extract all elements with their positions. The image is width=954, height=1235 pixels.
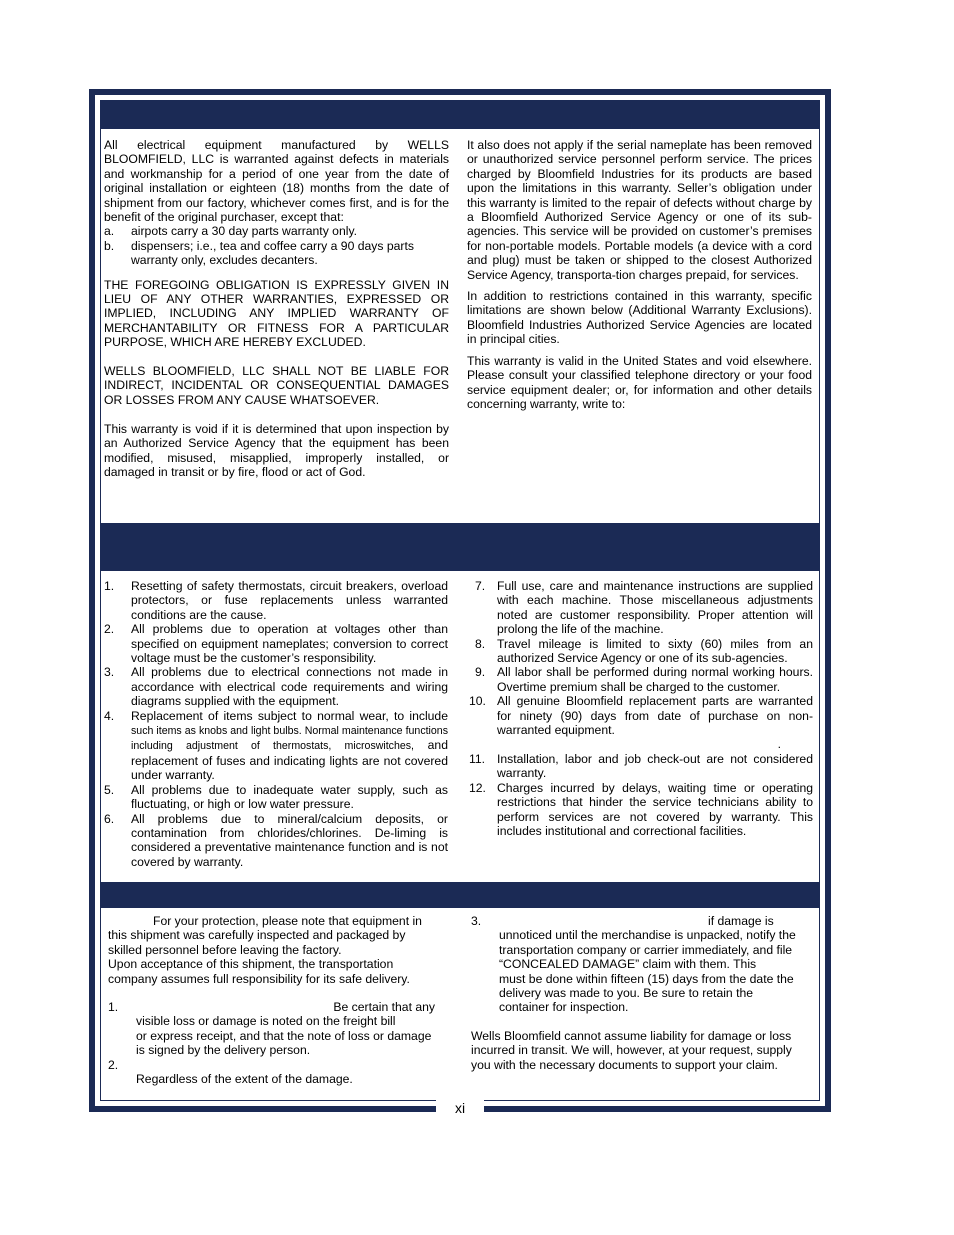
exclusions-list-left — [104, 579, 448, 869]
list-item: 7. Full use, care and maintenance instructions are supplied with each machine. Those miscellaneous adjustments noted are customer responsibility. Proper attention will prolong the life of the machine. — [475, 579, 813, 637]
shipping-right-column — [471, 914, 811, 1072]
list-item: 11. Installation, labor and job check-out are not considered warranty. — [469, 751, 813, 781]
warranty-liability: WELLS BLOOMFIELD, LLC SHALL NOT BE LIABLE FOR INDIRECT, INCIDENTAL OR CONSEQUENTIAL DAMAGES OR LOSSES FROM ANY CAUSE WHATSOEVER. — [104, 363, 449, 407]
shipping-left-column — [108, 914, 438, 1086]
shipping-intro-line: For your protection, please note that equipment in — [153, 914, 422, 928]
warranty-nameplate-clause: It also does not apply if the serial nameplate has been removed or unauthorized service personnel perform service. The prices charged by Bloomfield Industries for its products are based upon the limitations in this warranty. Seller’s obligation under this warranty is limited to the repair of defects without charge by a Bloomfield Authorized Service Agency or one of its sub-agencies. This service will be provided on customer’s premises for non-portable models. Portable models (a device with a cord and plug) must be taken or shipped to the closest Authorized Service Agency, transporta-tion charges prepaid, for services. — [467, 138, 812, 282]
shipping-header-bar — [100, 882, 819, 908]
warranty-exceptions-list — [104, 224, 449, 267]
shipping-item-2: 2. Regardless of the extent of the damage. — [108, 1057, 353, 1087]
shipping-item-1: 1. Be certain that any visible loss or damage is noted on the freight bill or express receipt, and that the note of loss or damage is signed by the delivery person. — [108, 1000, 435, 1058]
warranty-restrictions: In addition to restrictions contained in this warranty, specific limitations are shown below (Additional Warranty Exclusions). Bloomfield Industries Authorized Service Agencies are located in principal cities. — [467, 289, 812, 347]
shipping-closing-line: Wells Bloomfield cannot assume liability for damage or loss — [471, 1028, 792, 1043]
list-item: 3. All problems due to electrical connections not made in accordance with electrical code requirements and wiring diagrams supplied with the equipment. — [104, 665, 448, 709]
exclusions-header-bar — [100, 523, 819, 571]
exclusions-left-column — [104, 579, 448, 869]
shipping-closing-line: incurred in transit. We will, however, at your request, supply — [471, 1043, 792, 1058]
warranty-void-clause: This warranty is void if it is determined that upon inspection by an Authorized Service Agency that the equipment has been modified, misused, misapplied, improperly installed, or damaged in transit or by fire, flood or act of God. — [104, 421, 449, 480]
exclusions-list-right — [469, 579, 813, 838]
list-item: 6. All problems due to mineral/calcium deposits, or contamination from chlorides/chlorines. De-liming is considered a preventative maintenance function and is not covered by warranty. — [104, 811, 448, 869]
list-item: 12. Charges incurred by delays, waiting time or operating restrictions that hinder the service technicians ability to perform services are not covered by warranty. This includes institutional and correctional facilities. — [469, 780, 813, 838]
warranty-intro: All electrical equipment manufactured by WELLS BLOOMFIELD, LLC is warranted against defects in materials and workmanship for a period of one year from the date of original installation or eighteen (18) months from the date of shipment from our factory, whichever comes first, and is for the benefit of the original purchaser, except that: — [104, 138, 449, 225]
list-item: 8. Travel mileage is limited to sixty (60) miles from an authorized Service Agency or one of its sub-agencies. — [475, 636, 813, 666]
list-item: 4. Replacement of items subject to normal wear, to include such items as knobs and light bulbs. Normal maintenance functions including adjustment of thermostats, microswitches, and replacement of fuses and indicating lights are not covered under warranty. — [104, 708, 448, 783]
warranty-validity: This warranty is valid in the United States and void elsewhere. Please consult your classified telephone directory or your food service equipment dealer; or, for information and other details concerning warranty, write to: — [467, 353, 812, 411]
warranty-header-bar — [100, 101, 819, 129]
page-number: xi — [454, 1100, 466, 1116]
shipping-intro-line: skilled personnel before leaving the factory. — [108, 942, 342, 957]
list-item: 9. All labor shall be performed during normal working hours. Overtime premium shall be charged to the customer. — [475, 665, 813, 694]
list-item: 10. All genuine Bloomfield replacement parts are warranted for ninety (90) days from date of purchase on non-warranted equipment. . — [469, 694, 813, 752]
shipping-intro-line: this shipment was carefully inspected and packaged by — [108, 928, 406, 943]
warranty-obligation: THE FOREGOING OBLIGATION IS EXPRESSLY GIVEN IN LIEU OF ANY OTHER WARRANTIES, EXPRESSED OR IMPLIED, INCLUDING ANY IMPLIED WARRANTY OF MERCHANTABILITY OR FITNESS FOR A PARTICULAR PURPOSE, WHICH ARE HEREBY EXCLUDED. — [104, 277, 449, 350]
shipping-intro-line: company assumes full responsibility for its safe delivery. — [108, 971, 410, 986]
list-item: 2. All problems due to operation at voltages other than specified on equipment nameplates; conversion to correct voltage must be the customer’s responsibility. — [104, 622, 448, 666]
shipping-item-3: 3. if damage is unnoticed until the merchandise is unpacked, notify the transportation company or carrier immediately, and file “CONCEALED DAMAGE” claim with them. This must be done within fifteen (15) days from the date the delivery was made to you. Be sure to retain the container for inspection. — [471, 914, 796, 1015]
list-item: a. airpots carry a 30 day parts warranty only. — [104, 224, 358, 239]
shipping-intro-line: Upon acceptance of this shipment, the transportation — [108, 957, 394, 972]
list-item: b. dispensers; i.e., tea and coffee carry a 90 days parts warranty only, excludes decanters. — [104, 238, 414, 268]
exclusions-right-column — [469, 579, 813, 838]
warranty-right-column — [467, 138, 812, 419]
shipping-closing-line: you with the necessary documents to support your claim. — [471, 1057, 778, 1072]
warranty-left-column — [104, 138, 449, 488]
list-item: 1. Resetting of safety thermostats, circuit breakers, overload protectors, or fuse replacements unless warranted conditions are the cause. — [104, 579, 448, 622]
list-item: 5. All problems due to inadequate water supply, such as fluctuating, or high or low water pressure. — [104, 782, 448, 812]
